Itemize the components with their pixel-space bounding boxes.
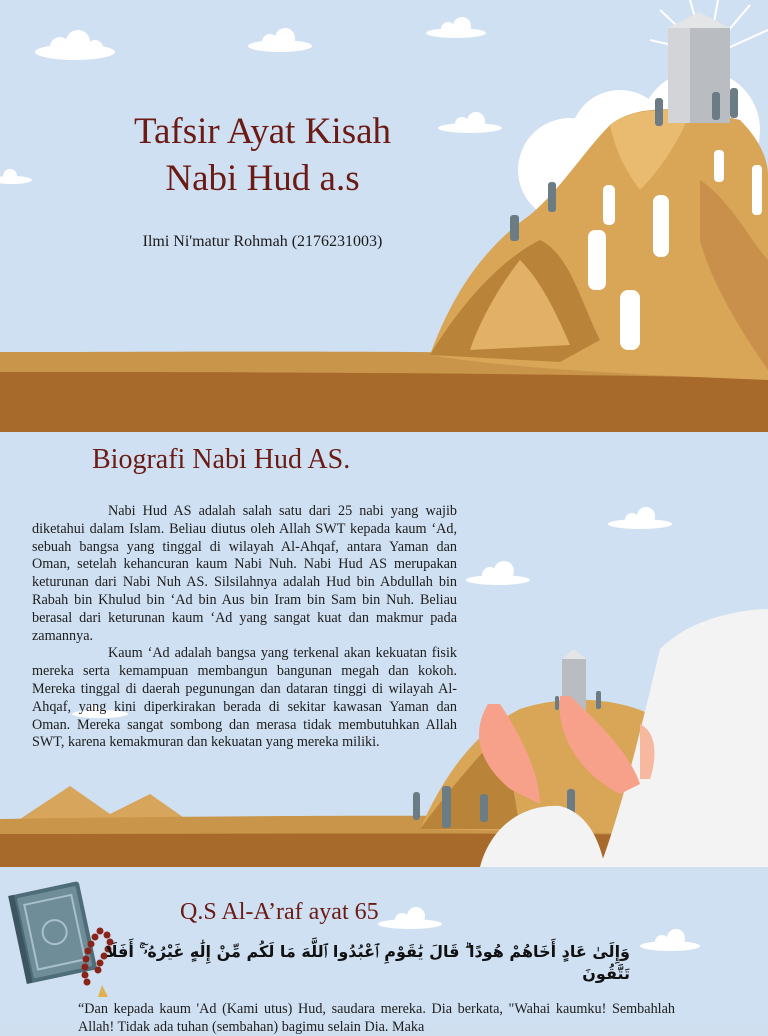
presentation-title: Tafsir Ayat Kisah Nabi Hud a.s [133,111,392,199]
biography-text [32,503,457,752]
verse-translation: “Dan kepada kaum 'Ad (Kami utus) Hud, saudara mereka. Dia berkata, "Wahai kaumku! Sembahlah Allah! Tidak ada tuhan (sembahan) bagimu selain Dia. Maka [78,1001,675,1035]
mountain-illustration [0,0,768,432]
section-title: Biografi Nabi Hud AS. [92,444,351,475]
author-name: Ilmi Ni'matur Rohmah (2176231003) [142,233,383,250]
biography-paragraph: Kaum ‘Ad adalah bangsa yang terkenal akan kekuatan fisik mereka serta kemampuan membangun bangunan megah dan kokoh. Mereka tinggal di daerah pegunungan dan dataran tinggi di wilayah Al-Ahqaf, yang kini diperkirakan berada di sekitar kawasan Yaman dan Oman. Mereka sangat sombong dan merasa tidak membutuhkan Allah SWT, karena kemakmuran dan kekuatan yang mereka miliki. [32,645,457,751]
biography-slide [0,434,768,867]
title-slide [0,0,768,432]
biography-paragraph: Nabi Hud AS adalah salah satu dari 25 nabi yang wajib diketahui dalam Islam. Beliau diutus oleh Allah SWT kepada kaum ‘Ad, sebuah bangsa yang tinggal di wilayah Al-Ahqaf, antara Yaman dan Oman, setelah kehancuran kaum Nabi Nuh. Nabi Hud AS merupakan keturunan dari Nabi Nuh AS. Silsilahnya adalah Hud bin Abdullah bin Rabah bin Khulud bin ‘Ad bin Aus bin Iram bin Sam bin Nuh. Beliau berasal dari keturunan kaum ‘Ad yang sangat kuat dan makmur pada zamannya. [32,503,457,644]
verse-slide [0,869,768,1035]
verse-title: Q.S Al-A’raf ayat 65 [180,899,379,925]
arabic-verse: وَإِلَىٰ عَادٍ أَخَاهُمْ هُودًا ۗ قَالَ يَٰقَوْمِ ٱعْبُدُوا ٱللَّهَ مَا لَكُم مِّنْ إِلَٰهٍ غَيْرُهُۥٓ ۚ أَفَلَا تَتَّقُونَ [105,942,630,983]
